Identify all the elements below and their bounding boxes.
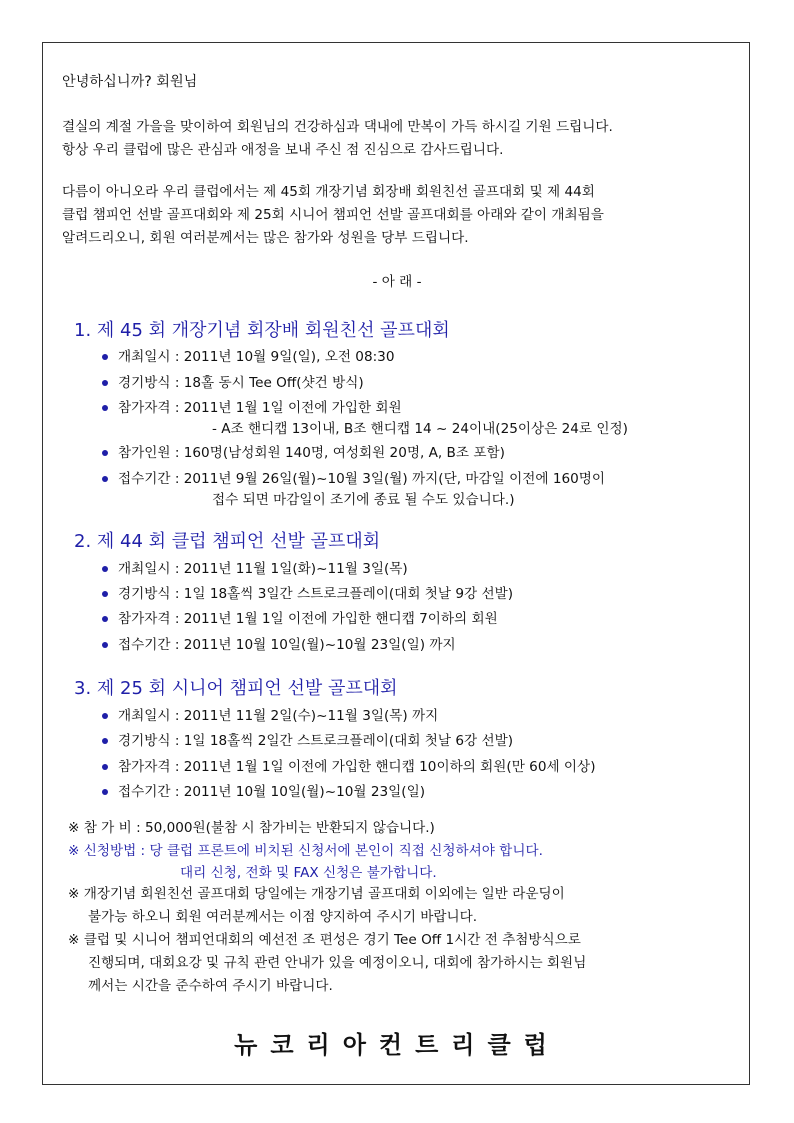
club-name: 뉴코리아컨트리클럽 bbox=[234, 1031, 560, 1059]
section-item: 개최일시 : 2011년 11월 2일(수)~11월 3일(목) 까지 bbox=[118, 708, 439, 724]
section-item: 참가인원 : 160명(남성회원 140명, 여성회원 20명, A, B조 포함) bbox=[118, 445, 505, 461]
section-item: 경기방식 : 1일 18홀씩 2일간 스트로크플레이(대회 첫날 6강 선발) bbox=[118, 733, 514, 749]
section-item: 접수기간 : 2011년 10월 10일(월)~10월 23일(일) bbox=[118, 784, 426, 800]
body-line: 다름이 아니오라 우리 클럽에서는 제 45회 개장기념 회장배 회원친선 골프대회 및 제 44회 bbox=[62, 184, 595, 200]
section-title: 1. 제 45 회 개장기념 회장배 회원친선 골프대회 bbox=[74, 320, 450, 341]
bullet-icon bbox=[100, 564, 110, 574]
section-item: 접수기간 : 2011년 9월 26일(월)~10월 3일(월) 까지(단, 마감일 이전에 160명이 bbox=[118, 471, 606, 487]
bullet-icon bbox=[100, 711, 110, 721]
bullet-icon bbox=[100, 448, 110, 458]
draw-note: ※ 클럽 및 시니어 챔피언대회의 예선전 조 편성은 경기 Tee Off 1시간 전 추첨방식으로 bbox=[68, 932, 581, 948]
bullet-icon bbox=[100, 352, 110, 362]
below-marker: - 아 래 - bbox=[372, 274, 422, 290]
bullet-icon bbox=[100, 403, 110, 413]
bullet-icon bbox=[100, 762, 110, 772]
bullet-icon bbox=[100, 589, 110, 599]
round-note-continuation: 불가능 하오니 회원 여러분께서는 이점 양지하여 주시기 바랍니다. bbox=[88, 909, 478, 925]
body-line: 알려드리오니, 회원 여러분께서는 많은 참가와 성원을 당부 드립니다. bbox=[62, 230, 469, 246]
section-item: 개최일시 : 2011년 11월 1일(화)~11월 3일(목) bbox=[118, 561, 408, 577]
section-item-continuation: - A조 핸디캡 13이내, B조 핸디캡 14 ~ 24이내(25이상은 24로 인정) bbox=[212, 421, 628, 437]
bullet-icon bbox=[100, 474, 110, 484]
apply-note-continuation: 대리 신청, 전화 및 FAX 신청은 불가합니다. bbox=[180, 865, 437, 881]
draw-note-continuation: 진행되며, 대회요강 및 규칙 관련 안내가 있을 예정이오니, 대회에 참가하시는 회원님 bbox=[88, 955, 587, 971]
draw-note-continuation: 께서는 시간을 준수하여 주시기 바랍니다. bbox=[88, 978, 333, 994]
section-item: 접수기간 : 2011년 10월 10일(월)~10월 23일(일) 까지 bbox=[118, 637, 456, 653]
intro-line: 결실의 계절 가을을 맞이하여 회원님의 건강하심과 댁내에 만복이 가득 하시길 기원 드립니다. bbox=[62, 119, 613, 135]
fee-note: ※ 참 가 비 : 50,000원(불참 시 참가비는 반환되지 않습니다.) bbox=[68, 820, 435, 836]
section-item-continuation: 접수 되면 마감일이 조기에 종료 될 수도 있습니다.) bbox=[212, 492, 515, 508]
section-item: 개최일시 : 2011년 10월 9일(일), 오전 08:30 bbox=[118, 349, 395, 365]
section-item: 참가자격 : 2011년 1월 1일 이전에 가입한 회원 bbox=[118, 400, 402, 416]
bullet-icon bbox=[100, 378, 110, 388]
section-item: 경기방식 : 1일 18홀씩 3일간 스트로크플레이(대회 첫날 9강 선발) bbox=[118, 586, 514, 602]
bullet-icon bbox=[100, 787, 110, 797]
section-title: 3. 제 25 회 시니어 챔피언 선발 골프대회 bbox=[74, 678, 398, 699]
section-item: 참가자격 : 2011년 1월 1일 이전에 가입한 핸디캡 10이하의 회원(만 60세 이상) bbox=[118, 759, 596, 775]
section-item: 경기방식 : 18홀 동시 Tee Off(샷건 방식) bbox=[118, 375, 364, 391]
bullet-icon bbox=[100, 736, 110, 746]
bullet-icon bbox=[100, 640, 110, 650]
greeting: 안녕하십니까? 회원님 bbox=[62, 74, 198, 90]
bullet-icon bbox=[100, 614, 110, 624]
section-item: 참가자격 : 2011년 1월 1일 이전에 가입한 핸디캡 7이하의 회원 bbox=[118, 611, 498, 627]
body-line: 클럽 챔피언 선발 골프대회와 제 25회 시니어 챔피언 선발 골프대회를 아래와 같이 개최됨을 bbox=[62, 207, 604, 223]
intro-line: 항상 우리 클럽에 많은 관심과 애정을 보내 주신 점 진심으로 감사드립니다. bbox=[62, 142, 504, 158]
section-title: 2. 제 44 회 클럽 챔피언 선발 골프대회 bbox=[74, 531, 381, 552]
round-note: ※ 개장기념 회원친선 골프대회 당일에는 개장기념 골프대회 이외에는 일반 라운딩이 bbox=[68, 886, 565, 902]
apply-note: ※ 신청방법 : 당 클럽 프론트에 비치된 신청서에 본인이 직접 신청하셔야 합니다. bbox=[68, 843, 543, 859]
